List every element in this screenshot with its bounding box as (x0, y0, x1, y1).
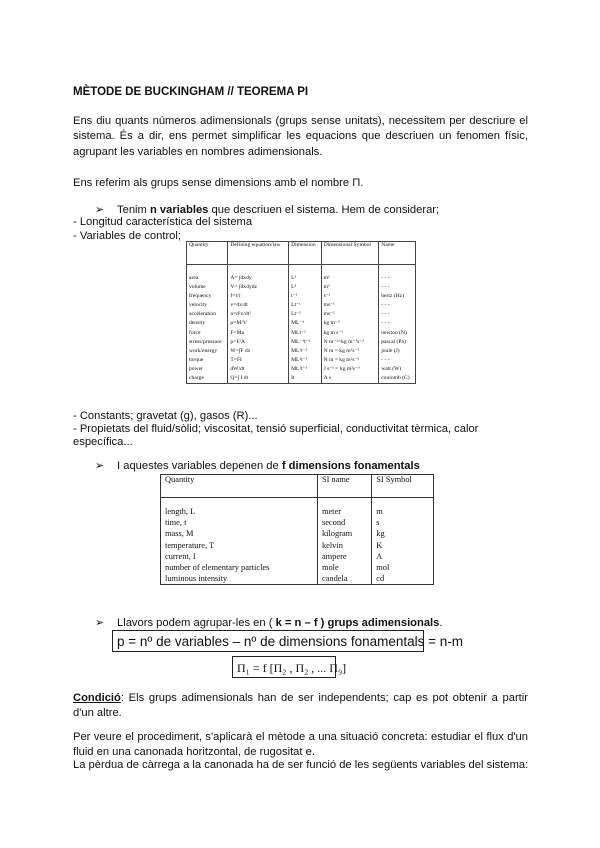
table-row (187, 319, 416, 328)
quantity_table-header: Dimension (289, 242, 322, 265)
table-cell: kelvin (317, 540, 371, 551)
quantity_table-header: Dimensional Symbol (321, 242, 379, 265)
table-row (187, 310, 416, 319)
table-cell: t⁻¹ (289, 292, 322, 301)
table-cell: a=d²x/dt² (228, 310, 289, 319)
table-row (187, 292, 416, 301)
table-cell: kg (372, 528, 434, 539)
table-row (161, 498, 434, 518)
quantity_table-header: Quantity (187, 242, 228, 265)
table-cell: A s (321, 374, 379, 384)
table-cell: area (187, 265, 228, 284)
formula-pi-function: Π₁ = f [Π₂ , Π₂ , ... Π₉] (232, 656, 336, 678)
table-cell: ampere (317, 551, 371, 562)
pi-note: Ens referim als grups sense dimensions amb el nombre Π. (73, 177, 364, 189)
list-item: - Propietats del fluid/sòlid; viscositat, tensió superficial, conductivitat tèrmica, calor (73, 423, 479, 435)
table-cell: m² (321, 265, 379, 284)
table-cell: p=F/A (228, 338, 289, 347)
table-cell: N m = kg m²s⁻² (321, 347, 379, 356)
si-units-table (160, 474, 434, 585)
list-item: - Variables de control; (73, 230, 181, 242)
table-cell: time, t (161, 517, 318, 528)
quantity_table-header: Defining equation/law (228, 242, 289, 265)
table-row (161, 551, 434, 562)
table-cell: L² (289, 265, 322, 284)
table-cell: m³ (321, 283, 379, 292)
table-cell: acceleration (187, 310, 228, 319)
formula-group-count: p = nº de variables – nº de dimensions fonamentals = n-m (112, 630, 424, 652)
table-cell: T=FI (228, 356, 289, 365)
table-cell: kilogram (317, 528, 371, 539)
table-row (187, 329, 416, 338)
list-item: - Longitud característica del sistema (73, 216, 253, 228)
si_table-header: SI name (317, 475, 371, 498)
table-cell: length, L (161, 498, 318, 518)
table-cell: s (372, 517, 434, 528)
quantity_table-header: Name (379, 242, 416, 265)
bullet-groups: ➢ Llavors podem agrupar-les en ( k = n – f ) grups adimensionals. (95, 617, 443, 629)
table-cell: s⁻¹ (321, 292, 379, 301)
intro-paragraph: Ens diu quants números adimensionals (grups sense unitats), necessitem per descriure el sistema. És a dir, ens permet simplificar les equacions que descriuen un fenomen físic, agrupant les variables en nombres adimensionals. (73, 115, 528, 158)
table-cell: current, I (161, 551, 318, 562)
table-cell: - - - (379, 356, 416, 365)
table-cell: power (187, 365, 228, 374)
table-cell: F=Ma (228, 329, 289, 338)
table-cell: ρ=M/V (228, 319, 289, 328)
table-cell: mol (372, 562, 434, 573)
table-cell: K (372, 540, 434, 551)
table-cell: second (317, 517, 371, 528)
table-cell: ML⁻¹t⁻² (289, 338, 322, 347)
table-cell: volume (187, 283, 228, 292)
table-row (161, 573, 434, 585)
table-cell: stress/pressure (187, 338, 228, 347)
list-item: específica... (73, 436, 133, 448)
table-cell: mass, M (161, 528, 318, 539)
bullet-dimensions: ➢ I aquestes variables depenen de f dimensions fonamentals (95, 460, 420, 472)
table-row (161, 562, 434, 573)
table-cell: kg m s⁻² (321, 329, 379, 338)
table-cell: N m⁻²=kg m⁻¹s⁻² (321, 338, 379, 347)
table-cell: W=∫F dx (228, 347, 289, 356)
table-row (187, 283, 416, 292)
table-cell: watt (W) (379, 365, 416, 374)
table-cell: Q=∫ I dt (228, 374, 289, 384)
table-cell: A= ∫dxdy (228, 265, 289, 284)
table-cell: - - - (379, 301, 416, 310)
table-cell: ms⁻¹ (321, 301, 379, 310)
table-cell: - - - (379, 265, 416, 284)
table-cell: - - - (379, 283, 416, 292)
table-cell: pascal (Pa) (379, 338, 416, 347)
table-row (187, 374, 416, 384)
table-cell: L³ (289, 283, 322, 292)
table-row (161, 528, 434, 539)
arrow-bullet-icon: ➢ (95, 617, 105, 629)
table-cell: - - - (379, 319, 416, 328)
table-row (187, 338, 416, 347)
document-title: MÈTODE DE BUCKINGHAM // TEOREMA PI (73, 86, 309, 98)
table-cell: ms⁻² (321, 310, 379, 319)
table-cell: work/energy (187, 347, 228, 356)
table-cell: f=l/τ (228, 292, 289, 301)
arrow-bullet-icon: ➢ (95, 204, 105, 216)
table-row (187, 356, 416, 365)
variables-intro-line: La pèrdua de càrrega a la canonada ha de ser funció de les següents variables del sistema: (73, 759, 529, 771)
table-cell: ML⁻³ (289, 319, 322, 328)
quantities-table (186, 241, 416, 384)
table-cell: ML²t⁻² (289, 356, 322, 365)
table-cell: torque (187, 356, 228, 365)
table-cell: velocity (187, 301, 228, 310)
table-row (187, 265, 416, 284)
procedure-paragraph: Per veure el procediment, s'aplicarà el mètode a una situació concreta: estudiar el flux d'un fluid en una canonada horitzontal, de rugositat e. (73, 731, 528, 759)
table-cell: ML²t⁻² (289, 347, 322, 356)
arrow-bullet-icon: ➢ (95, 460, 105, 472)
list-item: - Constants; gravetat (g), gasos (R)... (73, 410, 258, 422)
table-cell: density (187, 319, 228, 328)
table-cell: temperature, T (161, 540, 318, 551)
table-cell: V= ∫dxdydz (228, 283, 289, 292)
table-row (187, 365, 416, 374)
table-cell: luminous intensity (161, 573, 318, 585)
table-cell: dW/dt (228, 365, 289, 374)
table-cell: MLt⁻² (289, 329, 322, 338)
table-cell: charge (187, 374, 228, 384)
table-cell: J s⁻¹ = kg m²s⁻³ (321, 365, 379, 374)
table-cell: kg m⁻³ (321, 319, 379, 328)
table-cell: newton (N) (379, 329, 416, 338)
table-cell: joule (J) (379, 347, 416, 356)
table-cell: force (187, 329, 228, 338)
table-cell: m (372, 498, 434, 518)
table-cell: meter (317, 498, 371, 518)
table-cell: mole (317, 562, 371, 573)
table-cell: - - - (379, 310, 416, 319)
table-cell: frequency (187, 292, 228, 301)
table-cell: v=dx/dt (228, 301, 289, 310)
table-cell: A (372, 551, 434, 562)
table-cell: Lt⁻² (289, 310, 322, 319)
table-row (161, 517, 434, 528)
bullet-variables: ➢ Tenim n variables que descriuen el sistema. Hem de considerar; (95, 204, 440, 216)
si_table-header: SI Symbol (372, 475, 434, 498)
table-cell: It (289, 374, 322, 384)
table-cell: hertz (Hz) (379, 292, 416, 301)
table-cell: cd (372, 573, 434, 585)
condition-paragraph: Condició: Els grups adimensionals han de ser independents; cap es pot obtenir a partir d'un altre. (73, 692, 528, 720)
table-row (187, 347, 416, 356)
table-cell: number of elementary particles (161, 562, 318, 573)
condition-label: Condició (73, 692, 121, 704)
table-cell: candela (317, 573, 371, 585)
table-cell: coulomb (C) (379, 374, 416, 384)
si_table-header: Quantity (161, 475, 318, 498)
table-cell: N m = kg m²s⁻² (321, 356, 379, 365)
table-row (161, 540, 434, 551)
table-cell: ML²t⁻³ (289, 365, 322, 374)
table-row (187, 301, 416, 310)
table-cell: Lt⁻¹ (289, 301, 322, 310)
